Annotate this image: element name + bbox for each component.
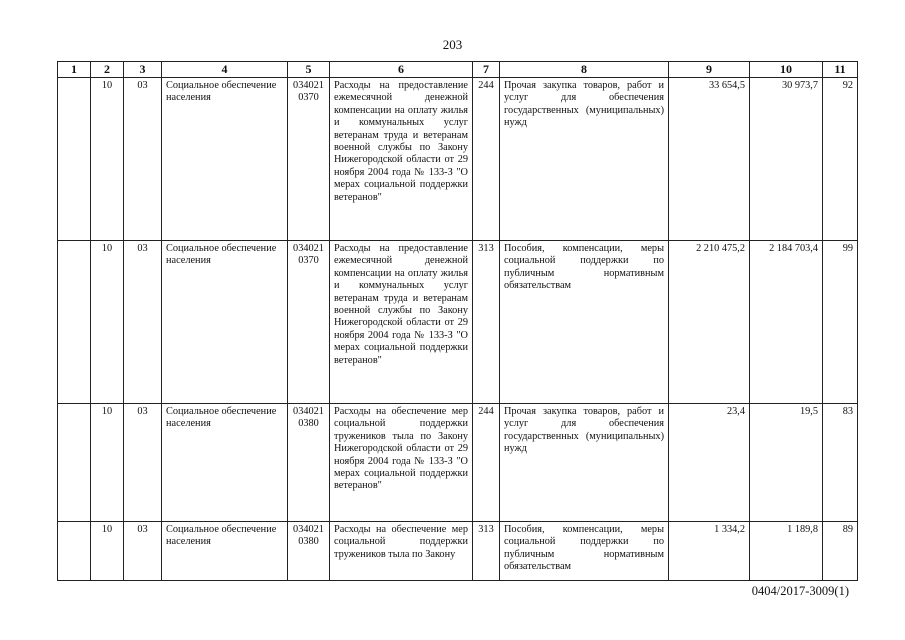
col-header-10: 10 [750, 62, 823, 78]
col-header-3: 3 [124, 62, 162, 78]
cell-target-article: 034021 0380 [288, 404, 330, 522]
cell-subsection: 03 [124, 404, 162, 522]
col-header-7: 7 [473, 62, 500, 78]
cell-section-name: Социальное обеспечение населения [162, 404, 288, 522]
cell-expense-description: Расходы на предоставление ежемесячной денежной компенсации на оплату жилья и коммунальных услуг ветеранам труда и ветеранам военной службы по Закону Нижегородской области от 29 ноября 2004 года № 133-З "О мерах социальной поддержки ветеранов" [330, 241, 473, 404]
table-row [58, 522, 858, 581]
cell-col-1 [58, 404, 91, 522]
cell-target-article: 034021 0370 [288, 78, 330, 241]
cell-target-article: 034021 0380 [288, 522, 330, 581]
cell-col-1 [58, 78, 91, 241]
cell-section: 10 [91, 241, 124, 404]
cell-actual-amount: 1 189,8 [750, 522, 823, 581]
cell-actual-amount: 2 184 703,4 [750, 241, 823, 404]
cell-subsection: 03 [124, 78, 162, 241]
cell-expense-description: Расходы на обеспечение мер социальной поддержки тружеников тыла по Закону Нижегородской области от 29 ноября 2004 года № 133-З "О мерах социальной поддержки ветеранов" [330, 404, 473, 522]
cell-col-1 [58, 241, 91, 404]
cell-section-name: Социальное обеспечение населения [162, 241, 288, 404]
cell-section: 10 [91, 78, 124, 241]
cell-planned-amount: 2 210 475,2 [669, 241, 750, 404]
budget-table [57, 61, 858, 581]
cell-section: 10 [91, 404, 124, 522]
cell-percent: 99 [823, 241, 858, 404]
table-header-row [58, 62, 858, 78]
cell-percent: 89 [823, 522, 858, 581]
cell-expense-description: Расходы на обеспечение мер социальной поддержки тружеников тыла по Закону [330, 522, 473, 581]
table-row [58, 404, 858, 522]
col-header-1: 1 [58, 62, 91, 78]
cell-subsection: 03 [124, 522, 162, 581]
table-row [58, 78, 858, 241]
cell-actual-amount: 30 973,7 [750, 78, 823, 241]
cell-actual-amount: 19,5 [750, 404, 823, 522]
cell-percent: 92 [823, 78, 858, 241]
col-header-4: 4 [162, 62, 288, 78]
cell-expense-type-name: Прочая закупка товаров, работ и услуг для обеспечения государственных (муниципальных) нужд [500, 404, 669, 522]
cell-col-1 [58, 522, 91, 581]
col-header-5: 5 [288, 62, 330, 78]
cell-target-article: 034021 0370 [288, 241, 330, 404]
col-header-6: 6 [330, 62, 473, 78]
col-header-11: 11 [823, 62, 858, 78]
cell-expense-type-name: Пособия, компенсации, меры социальной поддержки по публичным нормативным обязательствам [500, 241, 669, 404]
table-row [58, 241, 858, 404]
cell-expense-type-name: Прочая закупка товаров, работ и услуг для обеспечения государственных (муниципальных) нужд [500, 78, 669, 241]
cell-planned-amount: 23,4 [669, 404, 750, 522]
cell-expense-type-code: 313 [473, 241, 500, 404]
col-header-8: 8 [500, 62, 669, 78]
cell-percent: 83 [823, 404, 858, 522]
cell-expense-type-name: Пособия, компенсации, меры социальной поддержки по публичным нормативным обязательствам [500, 522, 669, 581]
cell-subsection: 03 [124, 241, 162, 404]
col-header-9: 9 [669, 62, 750, 78]
document-code: 0404/2017-3009(1) [751, 584, 849, 598]
cell-section: 10 [91, 522, 124, 581]
cell-planned-amount: 33 654,5 [669, 78, 750, 241]
cell-expense-type-code: 313 [473, 522, 500, 581]
cell-section-name: Социальное обеспечение населения [162, 78, 288, 241]
cell-section-name: Социальное обеспечение населения [162, 522, 288, 581]
page-number: 203 [442, 37, 463, 52]
col-header-2: 2 [91, 62, 124, 78]
cell-planned-amount: 1 334,2 [669, 522, 750, 581]
cell-expense-description: Расходы на предоставление ежемесячной денежной компенсации на оплату жилья и коммунальных услуг ветеранам труда и ветеранам военной службы по Закону Нижегородской области от 29 ноября 2004 года № 133-З "О мерах социальной поддержки ветеранов" [330, 78, 473, 241]
cell-expense-type-code: 244 [473, 404, 500, 522]
cell-expense-type-code: 244 [473, 78, 500, 241]
